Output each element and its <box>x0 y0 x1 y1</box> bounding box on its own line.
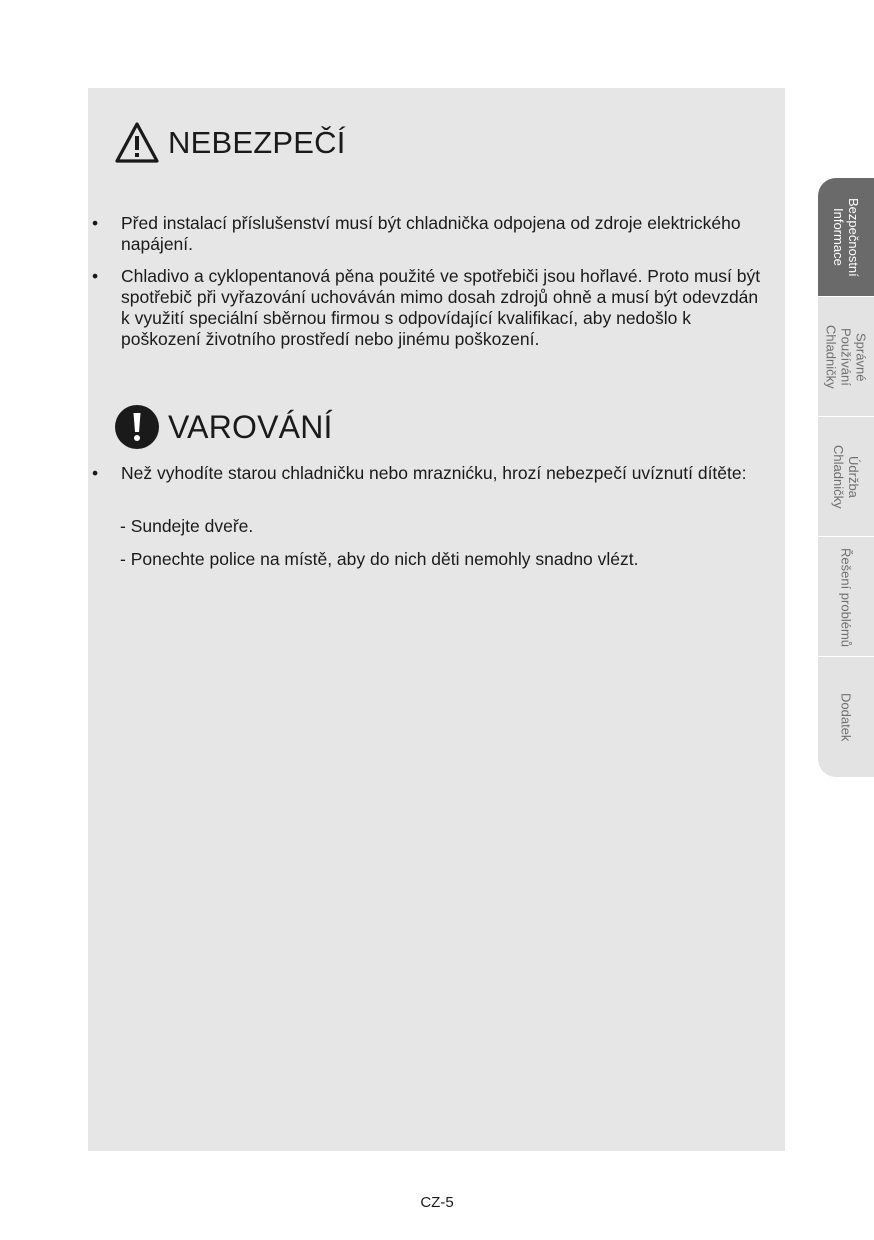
warning-heading <box>114 404 333 450</box>
danger-item-text: Chladivo a cyklopentanová pěna použité ve spotřebiči jsou hořlavé. Proto musí být spotřebič při vyřazování uchováván mimo dosah zdrojů ohně a musí být odevzdán k využití speciální sběrnou firmou s odpovídající kvalifikací, aby nedošlo k poškození životního prostředí nebo jinému poškození. <box>121 266 761 349</box>
bullet: • <box>92 213 99 233</box>
warning-list <box>88 463 785 495</box>
warning-triangle-icon <box>114 120 160 166</box>
danger-list <box>88 213 785 361</box>
exclamation-circle-icon <box>114 404 160 450</box>
warning-title: VAROVÁNÍ <box>168 408 333 445</box>
warning-item-text: Než vyhodíte starou chladničku nebo mraznićku, hrozí nebezpečí uvíznutí dítěte: <box>121 463 747 483</box>
warning-list-item <box>88 463 785 484</box>
bullet: • <box>92 463 99 483</box>
danger-list-item <box>88 213 785 255</box>
tab-label: Dodatek <box>838 693 854 742</box>
tab-maintenance[interactable] <box>818 418 874 537</box>
danger-list-item <box>88 266 785 350</box>
tab-label: Správné Používání Chladničky <box>823 325 869 389</box>
tab-label: Řešení problémů <box>838 547 854 647</box>
bullet: • <box>92 266 99 286</box>
tab-appendix[interactable] <box>818 658 874 777</box>
tab-label: Bezpečnostní Informace <box>831 197 861 277</box>
tab-troubleshooting[interactable] <box>818 538 874 657</box>
tab-label: Údržba Chladničky <box>831 445 861 509</box>
section-tabs <box>818 178 874 777</box>
tab-proper-use[interactable] <box>818 298 874 417</box>
safety-content-panel <box>88 88 785 1151</box>
danger-title: NEBEZPEČÍ <box>168 125 346 160</box>
danger-item-text: Před instalací příslušenství musí být chladnička odpojena od zdroje elektrického napájení. <box>121 213 741 254</box>
page-number: CZ-5 <box>420 1194 454 1211</box>
danger-heading <box>114 120 346 166</box>
tab-safety-information[interactable] <box>818 178 874 297</box>
warning-sub-item: - Ponechte police na místě, aby do nich děti nemohly snadno vlézt. <box>120 549 639 569</box>
warning-sub-item: - Sundejte dveře. <box>120 516 254 536</box>
